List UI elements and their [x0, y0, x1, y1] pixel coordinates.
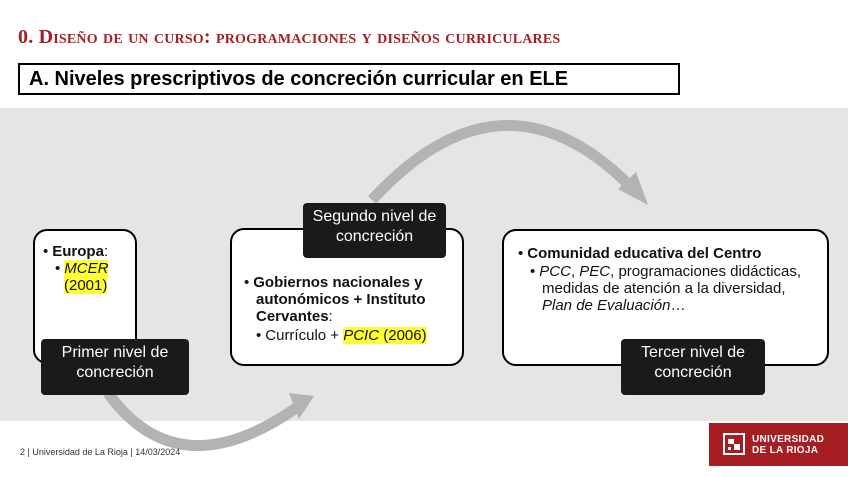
mcer-year: (2001)	[64, 277, 108, 294]
level-1-label: Primer nivel de concreción	[41, 339, 189, 395]
arrow-top-curve	[372, 125, 636, 200]
footer-page-info: 2 | Universidad de La Rioja | 14/03/2024	[20, 447, 181, 457]
level-2-heading: • Gobiernos nacionales y autonómicos + Instituto Cervantes:	[244, 274, 452, 325]
university-logo	[709, 423, 848, 466]
level-2-list	[244, 274, 452, 344]
university-logo-text: UNIVERSIDAD DE LA RIOJA	[752, 434, 825, 456]
arrow-bottom-curve	[108, 393, 296, 446]
level-1-list	[43, 243, 127, 294]
mcer-highlight: MCER	[64, 260, 109, 277]
pcic-highlight: PCIC (2006)	[343, 327, 427, 344]
university-logo-icon	[723, 433, 745, 455]
level-1-heading: • Europa:	[43, 243, 127, 260]
level-3-list	[518, 245, 815, 314]
level-3-label: Tercer nivel de concreción	[621, 339, 765, 395]
slide-subtitle: A. Niveles prescriptivos de concreción curricular en ELE	[18, 63, 680, 95]
level-2-subitem: • Currículo + PCIC (2006)	[244, 327, 452, 344]
level-3-heading: • Comunidad educativa del Centro	[518, 245, 815, 262]
level-3-subitem: • PCC, PEC, programaciones didácticas, medidas de atención a la diversidad, Plan de Evaluación…	[518, 263, 815, 314]
level-1-subitem	[43, 260, 127, 294]
level-2-label: Segundo nivel de concreción	[303, 203, 446, 258]
section-title: 0. Diseño de un curso: programaciones y diseños curriculares	[18, 26, 561, 48]
